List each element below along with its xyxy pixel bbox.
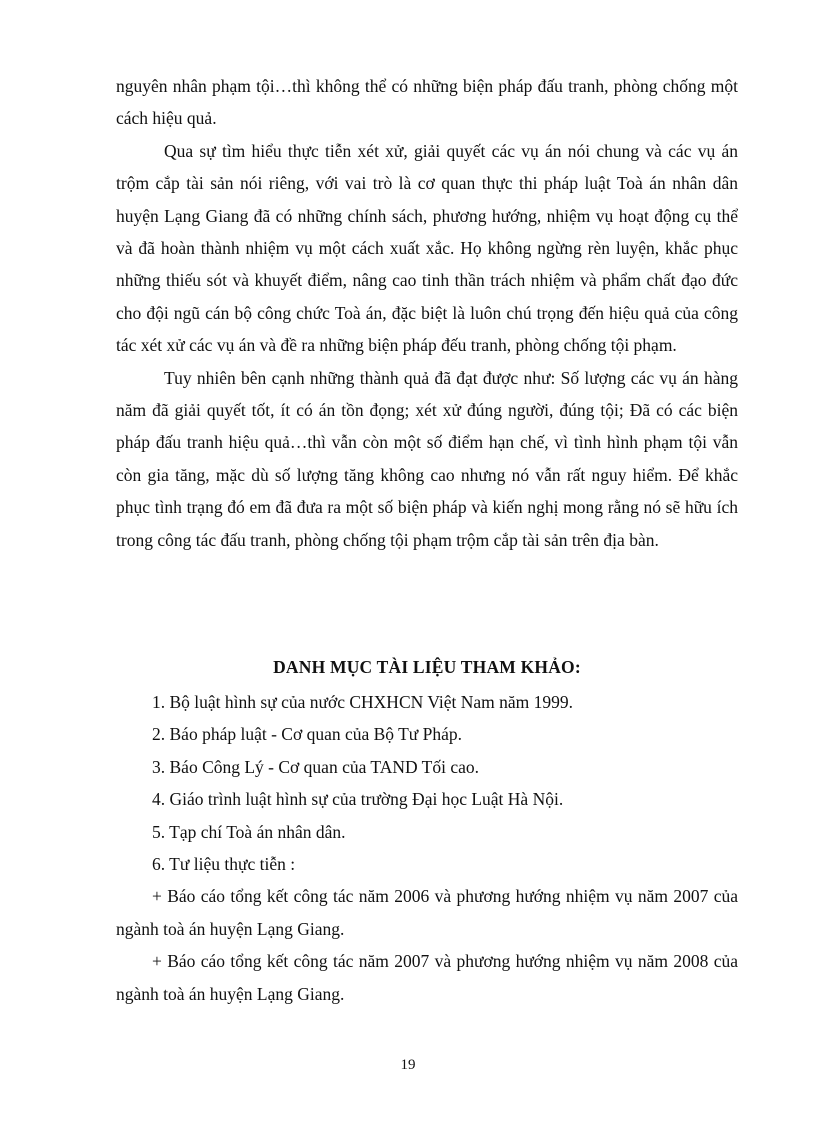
reference-item: 4. Giáo trình luật hình sự của trường Đại học Luật Hà Nội. xyxy=(152,789,564,810)
references-heading: DANH MỤC TÀI LIỆU THAM KHẢO: xyxy=(273,657,581,677)
paragraph-practice-review: Qua sự tìm hiểu thực tiễn xét xử, giải quyết các vụ án nói chung và các vụ án trộm cắp tài sản nói riêng, với vai trò là cơ quan thực thi pháp luật Toà án nhân dân huyện Lạng Giang đã có những chính sách, phương hướng, nhiệm vụ hoạt động cụ thể và đã hoàn thành nhiệm vụ một cách xuất xắc. Họ không ngừng rèn luyện, khắc phục những thiếu sót và khuyết điểm, nâng cao tinh thần trách nhiệm và phẩm chất đạo đức cho đội ngũ cán bộ công chức Toà án, đặc biệt là luôn chú trọng đến hiệu quả của công tác xét xử các vụ án và đề ra những biện pháp đếu tranh, phòng chống tội phạm. xyxy=(116,140,738,356)
references-section xyxy=(116,652,738,1010)
reference-item: 3. Báo Công Lý - Cơ quan của TAND Tối cao. xyxy=(152,756,480,777)
body-text xyxy=(116,70,738,556)
reference-sub-item: + Báo cáo tổng kết công tác năm 2007 và phương hướng nhiệm vụ năm 2008 của ngành toà án huyện Lạng Giang. xyxy=(116,951,738,1004)
reference-item: 1. Bộ luật hình sự của nước CHXHCN Việt Nam năm 1999. xyxy=(152,692,574,712)
paragraph-limitations: Tuy nhiên bên cạnh những thành quả đã đạt được như: Số lượng các vụ án hàng năm đã giải quyết tốt, ít có án tồn đọng; xét xử đúng người, đúng tội; Đã có các biện pháp đấu tranh hiệu quả…thì vẫn còn một số điểm hạn chế, vì tình hình phạm tội vẫn còn gia tăng, mặc dù số lượng tăng không cao nhưng nó vẫn rất nguy hiểm. Để khắc phục tình trạng đó em đã đưa ra một số biện pháp và kiến nghị mong rằng nó sẽ hữu ích trong công tác đấu tranh, phòng chống tội phạm trộm cắp tài sản trên địa bàn. xyxy=(116,367,738,550)
reference-sub-item: + Báo cáo tổng kết công tác năm 2006 và phương hướng nhiệm vụ năm 2007 của ngành toà án huyện Lạng Giang. xyxy=(116,886,738,939)
reference-item: 5. Tạp chí Toà án nhân dân. xyxy=(152,821,346,842)
paragraph-continuation: nguyên nhân phạm tội…thì không thể có những biện pháp đấu tranh, phòng chống một cách hiệu quả. xyxy=(116,76,738,129)
reference-item: 6. Tư liệu thực tiễn : xyxy=(152,854,296,875)
reference-item: 2. Báo pháp luật - Cơ quan của Bộ Tư Pháp. xyxy=(152,724,463,745)
page-number: 19 xyxy=(400,1057,416,1073)
